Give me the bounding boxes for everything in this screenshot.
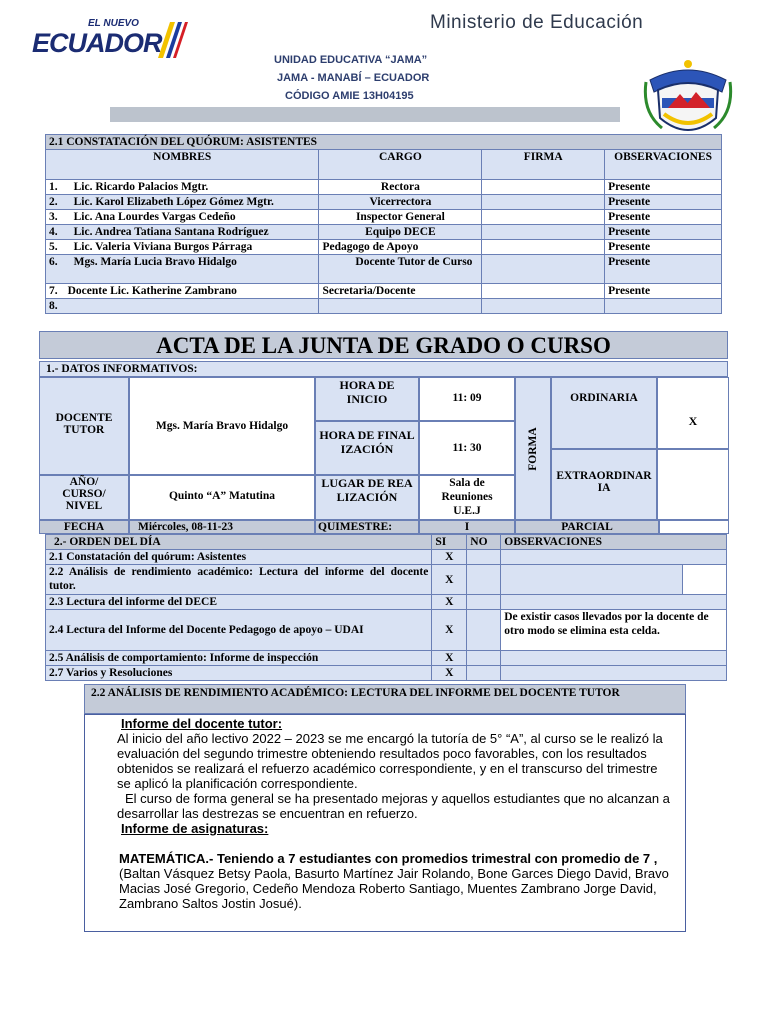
analisis-body bbox=[84, 714, 686, 932]
header-bar bbox=[110, 107, 620, 122]
table-row bbox=[46, 595, 727, 610]
orden-item: 2.2 Análisis de rendimiento académico: Lectura del informe del docente tutor. bbox=[46, 565, 432, 595]
table-row bbox=[46, 299, 722, 314]
orden-header-no: NO bbox=[467, 535, 501, 550]
row-obs: Presente bbox=[605, 255, 722, 284]
orden-si: X bbox=[432, 666, 467, 681]
tutor-report-p1: Al inicio del año lectivo 2022 – 2023 se me encargó la tutoría de 5° “A”, al curso se le realizó la evaluación del segundo trimestre obteniendo resultados poco favorables, con los resultados obtenidos se realizará el refuerzo académico correspondiente, y en el transcurso del trimestre se aplicó la planificación correspondiente. bbox=[117, 731, 663, 791]
parcial-value bbox=[659, 520, 729, 534]
anio-label: AÑO/ CURSO/ NIVEL bbox=[39, 475, 129, 520]
row-obs: Presente bbox=[605, 284, 722, 299]
table-row bbox=[46, 550, 727, 565]
orden-si: X bbox=[432, 595, 467, 610]
analisis-title: 2.2 ANÁLISIS DE RENDIMIENTO ACADÉMICO: LECTURA DEL INFORME DEL DOCENTE TUTOR bbox=[84, 684, 686, 714]
table-row bbox=[46, 210, 722, 225]
hora-fin-label: HORA DE FINALIZACIÓN bbox=[315, 421, 419, 475]
orden-table bbox=[45, 534, 727, 681]
anio-value: Quinto “A” Matutina bbox=[129, 475, 315, 520]
subjects-heading: Informe de asignaturas: bbox=[121, 821, 269, 836]
row-cargo: Pedagogo de Apoyo bbox=[319, 240, 482, 255]
forma-cell bbox=[515, 377, 551, 520]
header-nombres: NOMBRES bbox=[46, 150, 319, 180]
math-report-text: (Baltan Vásquez Betsy Paola, Basurto Martínez Jair Rolando, Bone Garces Diego David, Bravo Macias José Gregorio, Cedeño Mendoza Roberto Santiago, Muentes Zambrano Jorge David, Zambrano Saltos Jostin Josué). bbox=[119, 866, 669, 911]
orden-item: 2.7 Varios y Resoluciones bbox=[46, 666, 432, 681]
fecha-label: FECHA bbox=[39, 520, 129, 534]
row-obs: Presente bbox=[605, 225, 722, 240]
header-cargo: CARGO bbox=[319, 150, 482, 180]
datos-grid bbox=[39, 377, 729, 520]
row-firma bbox=[482, 210, 605, 225]
logo-tagline: EL NUEVO bbox=[88, 18, 139, 29]
flag-stripes-icon bbox=[148, 20, 188, 60]
quorum-table bbox=[45, 134, 722, 314]
row-obs: Presente bbox=[605, 180, 722, 195]
orden-header-obs: OBSERVACIONES bbox=[501, 535, 727, 550]
row-firma bbox=[482, 284, 605, 299]
math-report-bold: MATEMÁTICA.- Teniendo a 7 estudiantes con promedios trimestral con promedio de 7 , bbox=[119, 851, 658, 866]
row-firma bbox=[482, 255, 605, 284]
table-row bbox=[46, 240, 722, 255]
logo-wordmark: ECUADOR bbox=[32, 28, 162, 58]
row-name: Docente Lic. Katherine Zambrano bbox=[67, 285, 237, 297]
header-observaciones: OBSERVACIONES bbox=[605, 150, 722, 180]
orden-si: X bbox=[432, 651, 467, 666]
math-report bbox=[119, 851, 673, 911]
orden-si: X bbox=[432, 550, 467, 565]
parcial-label: PARCIAL bbox=[515, 520, 659, 534]
acta-title: ACTA DE LA JUNTA DE GRADO O CURSO bbox=[156, 333, 611, 358]
tutor-report-p2: El curso de forma general se ha presentado mejoras y aquellos estudiantes que no alcanzan a desarrollar las destrezas se encuentran en refuerzo. bbox=[117, 791, 670, 821]
school-location: JAMA - MANABÍ – ECUADOR bbox=[277, 72, 430, 84]
row-cargo: Vicerrectora bbox=[319, 195, 482, 210]
row-obs: Presente bbox=[605, 195, 722, 210]
acta-title-box bbox=[39, 331, 728, 359]
docente-label: DOCENTE TUTOR bbox=[39, 377, 129, 475]
row-number: 7. bbox=[49, 285, 58, 297]
ecuador-logo bbox=[30, 18, 190, 64]
row-name: Lic. Ana Lourdes Vargas Cedeño bbox=[73, 211, 236, 223]
table-row bbox=[46, 666, 727, 681]
row-cargo: Docente Tutor de Curso bbox=[319, 255, 482, 284]
school-code: CÓDIGO AMIE 13H04195 bbox=[285, 90, 414, 102]
orden-header-si: SI bbox=[432, 535, 467, 550]
row-number: 3. bbox=[49, 211, 58, 223]
row-firma bbox=[482, 240, 605, 255]
ordinaria-label: ORDINARIA bbox=[551, 377, 657, 449]
orden-header-item: 2.- ORDEN DEL DÍA bbox=[46, 535, 432, 550]
orden-si: X bbox=[432, 565, 467, 595]
lugar-value: Sala de Reuniones U.E.J bbox=[419, 475, 515, 520]
orden-item: 2.3 Lectura del informe del DECE bbox=[46, 595, 432, 610]
fecha-value: Miércoles, 08-11-23 bbox=[129, 520, 315, 534]
table-row bbox=[46, 225, 722, 240]
table-row bbox=[46, 195, 722, 210]
row-number: 8. bbox=[46, 299, 319, 314]
row-number: 2. bbox=[49, 196, 58, 208]
hora-fin-value: 11: 30 bbox=[419, 421, 515, 475]
table-row bbox=[46, 255, 722, 284]
row-cargo: Rectora bbox=[319, 180, 482, 195]
extraordinaria-mark bbox=[657, 449, 729, 520]
row-name: Lic. Karol Elizabeth López Gómez Mgtr. bbox=[73, 196, 274, 208]
docente-value: Mgs. María Bravo Hidalgo bbox=[129, 377, 315, 475]
extraordinaria-label: EXTRAORDINARIA bbox=[551, 449, 657, 520]
quimestre-label: QUIMESTRE: bbox=[315, 520, 419, 534]
datos-title: 1.- DATOS INFORMATIVOS: bbox=[46, 363, 198, 375]
row-number: 5. bbox=[49, 241, 58, 253]
row-name: Lic. Andrea Tatiana Santana Rodríguez bbox=[73, 226, 269, 238]
quorum-title: 2.1 CONSTATACIÓN DEL QUÓRUM: ASISTENTES bbox=[46, 135, 722, 150]
row-cargo: Equipo DECE bbox=[319, 225, 482, 240]
row-obs: Presente bbox=[605, 240, 722, 255]
ministry-title: Ministerio de Educación bbox=[430, 12, 644, 33]
orden-item: 2.5 Análisis de comportamiento: Informe de inspección bbox=[46, 651, 432, 666]
orden-si: X bbox=[432, 610, 467, 651]
row-name: Lic. Valeria Viviana Burgos Párraga bbox=[73, 241, 253, 253]
lugar-label: LUGAR DE REALIZACIÓN bbox=[315, 475, 419, 520]
row-firma bbox=[482, 225, 605, 240]
table-row bbox=[46, 565, 727, 595]
hora-inicio-value: 11: 09 bbox=[419, 377, 515, 421]
table-row bbox=[46, 284, 722, 299]
tutor-report-heading: Informe del docente tutor: bbox=[121, 716, 283, 731]
row-cargo: Secretaria/Docente bbox=[319, 284, 482, 299]
header-firma: FIRMA bbox=[482, 150, 605, 180]
orden-obs: De existir casos llevados por la docente de otro modo se elimina esta celda. bbox=[501, 610, 727, 651]
row-number: 6. bbox=[49, 256, 58, 268]
school-crest-icon bbox=[640, 52, 736, 144]
hora-inicio-label: HORA DE INICIO bbox=[315, 377, 419, 421]
row-firma bbox=[482, 180, 605, 195]
row-obs: Presente bbox=[605, 210, 722, 225]
forma-label: FORMA bbox=[527, 426, 539, 471]
row-name: Lic. Ricardo Palacios Mgtr. bbox=[73, 181, 209, 193]
school-name: UNIDAD EDUCATIVA “JAMA” bbox=[274, 54, 428, 66]
table-row bbox=[46, 651, 727, 666]
quimestre-value: I bbox=[419, 520, 515, 534]
datos-title-box bbox=[39, 361, 728, 377]
ordinaria-mark: X bbox=[657, 377, 729, 449]
orden-item: 2.1 Constatación del quórum: Asistentes bbox=[46, 550, 432, 565]
row-name: Mgs. María Lucia Bravo Hidalgo bbox=[73, 256, 237, 268]
table-row bbox=[46, 180, 722, 195]
row-cargo: Inspector General bbox=[319, 210, 482, 225]
table-row bbox=[46, 610, 727, 651]
row-number: 1. bbox=[49, 181, 58, 193]
row-firma bbox=[482, 195, 605, 210]
fecha-row bbox=[39, 520, 729, 534]
orden-item: 2.4 Lectura del Informe del Docente Pedagogo de apoyo – UDAI bbox=[46, 610, 432, 651]
row-number: 4. bbox=[49, 226, 58, 238]
